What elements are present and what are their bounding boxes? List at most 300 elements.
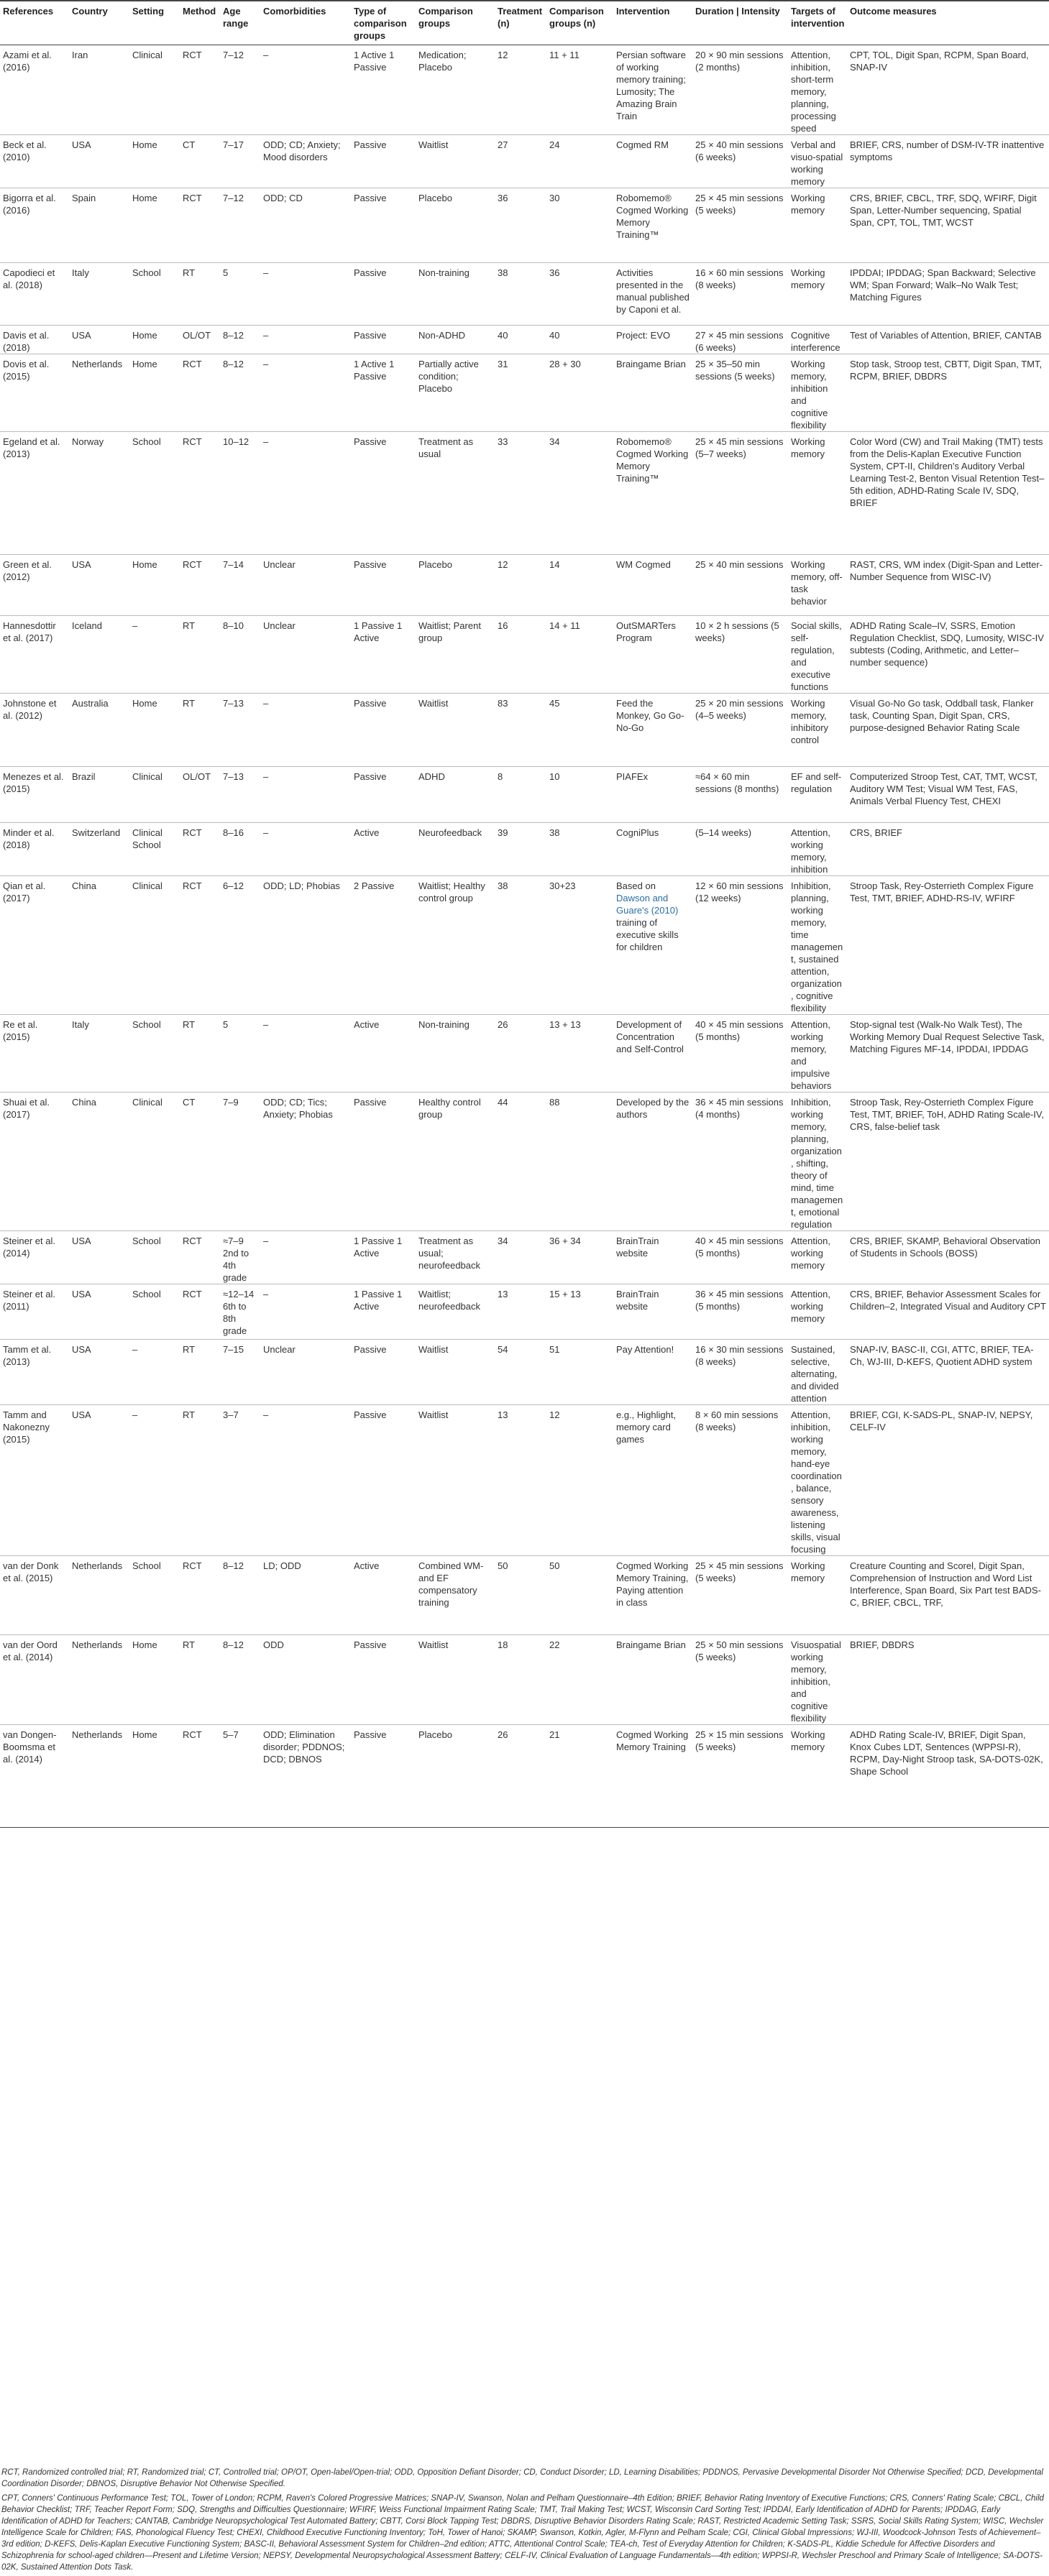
cell-age: 5	[223, 1019, 229, 1030]
cell-dur: 25 × 40 min sessions	[695, 559, 784, 570]
cell-method: RCT	[183, 1289, 202, 1300]
table-row	[0, 1284, 1049, 1340]
column-header: Comparison groups (n)	[546, 1, 613, 45]
column-header: Age range	[220, 1, 260, 45]
cell-age: 10–12	[223, 436, 249, 447]
table-row	[0, 45, 1049, 135]
cell-treat: 12	[498, 559, 508, 570]
cell-outcome: CRS, BRIEF, CBCL, TRF, SDQ, WFIRF, Digit Span, Letter-Number sequencing, Spatial Span, CPT, TOL, TMT, WCST	[850, 193, 1037, 228]
cell-outcome: Stop task, Stroop test, CBTT, Digit Span, TMT, RCPM, BRIEF, DBDRS	[850, 359, 1043, 382]
cell-interv: Cogmed Working Memory Training, Paying attention in class	[616, 1560, 689, 1608]
cell-targets: Attention, inhibition, working memory, hand-eye coordination, balance, sensory awareness, listening skills, visual focusing	[791, 1409, 842, 1555]
cell-outcome: CPT, TOL, Digit Span, RCPM, Span Board, SNAP-IV	[850, 50, 1029, 73]
cell-dur: 40 × 45 min sessions (5 months)	[695, 1019, 784, 1042]
cell-compn: 11 + 11	[549, 50, 580, 60]
cell-setting: Home	[132, 559, 157, 570]
cell-method: RCT	[183, 827, 202, 838]
cell-country: USA	[72, 559, 91, 570]
cell-comp: Combined WM- and EF compensatory training	[418, 1560, 484, 1608]
column-header: Outcome measures	[847, 1, 1049, 45]
cell-treat: 33	[498, 436, 508, 447]
cell-interv: Cogmed Working Memory Training	[616, 1729, 689, 1752]
cell-dur: 25 × 50 min sessions (5 weeks)	[695, 1639, 784, 1662]
cell-interv: OutSMARTers Program	[616, 620, 676, 643]
cell-treat: 16	[498, 620, 508, 631]
cell-age: 7–13	[223, 771, 244, 782]
column-header: Treatment (n)	[495, 1, 546, 45]
cell-targets: Attention, working memory	[791, 1236, 830, 1271]
cell-outcome: RAST, CRS, WM index (Digit-Span and Letter-Number Sequence from WISC-IV)	[850, 559, 1043, 582]
cell-dur: 8 × 60 min sessions (8 weeks)	[695, 1409, 779, 1432]
cell-comp: Treatment as usual; neurofeedback	[418, 1236, 481, 1271]
cell-comorb: ODD; CD; Anxiety; Mood disorders	[263, 139, 341, 162]
cell-treat: 18	[498, 1639, 508, 1650]
table-row	[0, 1405, 1049, 1556]
cell-outcome: BRIEF, CRS, number of DSM-IV-TR inattentive symptoms	[850, 139, 1045, 162]
cell-country: Netherlands	[72, 1639, 123, 1650]
column-header: Type of comparison groups	[351, 1, 416, 45]
citation-link[interactable]: Dawson and Guare's (2010)	[616, 893, 679, 916]
cell-age: 7–14	[223, 559, 244, 570]
cell-setting: Home	[132, 698, 157, 709]
cell-interv: Persian software of working memory training; Lumosity; The Amazing Brain Train	[616, 50, 686, 121]
cell-targets: Attention, working memory	[791, 1289, 830, 1324]
cell-type: Active	[354, 827, 380, 838]
cell-dur: 25 × 35–50 min sessions (5 weeks)	[695, 359, 775, 382]
cell-dur: 40 × 45 min sessions (5 months)	[695, 1236, 784, 1259]
cell-country: USA	[72, 1289, 91, 1300]
cell-setting: Home	[132, 359, 157, 369]
cell-method: RCT	[183, 1729, 202, 1740]
table-row	[0, 135, 1049, 188]
cell-comorb: Unclear	[263, 1344, 296, 1355]
cell-targets: Attention, inhibition, short-term memory, planning, processing speed	[791, 50, 836, 134]
cell-compn: 24	[549, 139, 560, 150]
cell-text: training of executive skills for children	[616, 917, 679, 952]
cell-dur: 25 × 15 min sessions (5 weeks)	[695, 1729, 784, 1752]
table-row	[0, 1231, 1049, 1284]
cell-treat: 44	[498, 1097, 508, 1108]
cell-country: Spain	[72, 193, 96, 203]
cell-interv: CogniPlus	[616, 827, 659, 838]
cell-country: Iran	[72, 50, 88, 60]
cell-dur: 36 × 45 min sessions (4 months)	[695, 1097, 784, 1120]
table-row	[0, 1340, 1049, 1405]
cell-dur: 25 × 40 min sessions (6 weeks)	[695, 139, 784, 162]
cell-targets: Working memory	[791, 267, 825, 290]
cell-targets: Working memory	[791, 193, 825, 216]
cell-ref: Steiner et al. (2014)	[3, 1236, 55, 1259]
cell-comorb: ODD; Elimination disorder; PDDNOS; DCD; DBNOS	[263, 1729, 345, 1765]
column-header: Country	[69, 1, 129, 45]
cell-age: 5–7	[223, 1729, 239, 1740]
cell-interv: WM Cogmed	[616, 559, 671, 570]
cell-ref: Hannesdottir et al. (2017)	[3, 620, 56, 643]
cell-method: CT	[183, 1097, 196, 1108]
cell-treat: 38	[498, 267, 508, 278]
cell-compn: 10	[549, 771, 560, 782]
cell-comp: Placebo	[418, 559, 452, 570]
cell-comp: Waitlist	[418, 1639, 449, 1650]
cell-age: ≈12–14 6th to 8th grade	[223, 1289, 255, 1336]
cell-compn: 14 + 11	[549, 620, 580, 631]
cell-method: RCT	[183, 436, 202, 447]
cell-comorb: –	[263, 1409, 269, 1420]
cell-ref: Bigorra et al. (2016)	[3, 193, 56, 216]
cell-ref: van Dongen-Boomsma et al. (2014)	[3, 1729, 57, 1765]
cell-interv: Development of Concentration and Self-Control	[616, 1019, 684, 1054]
cell-comp: Waitlist	[418, 1409, 449, 1420]
cell-treat: 34	[498, 1236, 508, 1246]
cell-interv: Braingame Brian	[616, 359, 686, 369]
cell-compn: 30	[549, 193, 560, 203]
cell-type: 1 Passive 1 Active	[354, 1236, 403, 1259]
footnote-abbreviations-design: RCT, Randomized controlled trial; RT, Randomized trial; CT, Controlled trial; OP/OT, Open-label/Open-trial; ODD, Opposition Defiant Disorder; CD, Conduct Disorder; LD, Learning Disabilities; PDDNOS, Pervasive Developmental Disorder Not Otherwise Specified; DCD, Developmental Coordination Disorder; DBNOS, Disruptive Behavior Not Otherwise Specified.	[1, 2468, 1043, 2488]
cell-type: 2 Passive	[354, 880, 395, 891]
cell-country: Italy	[72, 267, 89, 278]
cell-interv: Robomemo® Cogmed Working Memory Training™	[616, 193, 689, 240]
cell-compn: 34	[549, 436, 560, 447]
cell-type: Passive	[354, 436, 387, 447]
cell-targets: Inhibition, planning, working memory, time management, sustained attention, organization, cognitive flexibility	[791, 880, 843, 1013]
column-header: Comparison groups	[416, 1, 495, 45]
cell-age: 6–12	[223, 880, 244, 891]
cell-setting: Home	[132, 1729, 157, 1740]
cell-comorb: –	[263, 827, 269, 838]
cell-country: USA	[72, 1236, 91, 1246]
column-header: Setting	[129, 1, 180, 45]
cell-compn: 40	[549, 330, 560, 341]
column-header: References	[0, 1, 69, 45]
cell-targets: EF and self-regulation	[791, 771, 842, 794]
cell-method: OL/OT	[183, 771, 211, 782]
cell-targets: Cognitive interference	[791, 330, 840, 353]
cell-setting: School	[132, 267, 161, 278]
cell-type: Passive	[354, 1639, 387, 1650]
cell-type: Passive	[354, 559, 387, 570]
cell-compn: 88	[549, 1097, 560, 1108]
cell-method: RCT	[183, 50, 202, 60]
cell-outcome: ADHD Rating Scale–IV, SSRS, Emotion Regulation Checklist, SDQ, Lumosity, WISC-IV subtests (Coding, Arithmetic, and Letter–number sequence)	[850, 620, 1044, 668]
cell-dur: ≈64 × 60 min sessions (8 months)	[695, 771, 779, 794]
cell-comp: Medication; Placebo	[418, 50, 467, 73]
cell-compn: 12	[549, 1409, 560, 1420]
cell-setting: Clinical	[132, 771, 162, 782]
cell-type: Passive	[354, 1344, 387, 1355]
cell-treat: 83	[498, 698, 508, 709]
cell-comp: Non-ADHD	[418, 330, 466, 341]
cell-targets: Verbal and visuo-spatial working memory	[791, 139, 843, 187]
cell-treat: 8	[498, 771, 503, 782]
cell-interv: Pay Attention!	[616, 1344, 674, 1355]
cell-comp: Non-training	[418, 1019, 469, 1030]
cell-comp: Waitlist; Parent group	[418, 620, 481, 643]
cell-interv: Developed by the authors	[616, 1097, 690, 1120]
cell-age: 7–13	[223, 698, 244, 709]
table-row	[0, 767, 1049, 823]
table-row	[0, 1015, 1049, 1092]
column-header: Intervention	[613, 1, 692, 45]
column-header: Method	[180, 1, 220, 45]
table-row	[0, 326, 1049, 354]
cell-setting: Clinical	[132, 880, 162, 891]
cell-country: Netherlands	[72, 359, 123, 369]
cell-type: Active	[354, 1019, 380, 1030]
cell-dur: 25 × 45 min sessions (5 weeks)	[695, 193, 784, 216]
cell-method: RT	[183, 267, 196, 278]
cell-ref: Re et al. (2015)	[3, 1019, 38, 1042]
cell-country: USA	[72, 330, 91, 341]
cell-method: CT	[183, 139, 196, 150]
cell-ref: Menezes et al. (2015)	[3, 771, 64, 794]
cell-type: 1 Active 1 Passive	[354, 359, 395, 382]
cell-targets: Attention, working memory, inhibition	[791, 827, 830, 875]
column-header: Targets of intervention	[788, 1, 847, 45]
cell-method: RCT	[183, 359, 202, 369]
cell-comorb: –	[263, 436, 269, 447]
cell-type: Passive	[354, 698, 387, 709]
cell-treat: 26	[498, 1729, 508, 1740]
cell-compn: 28 + 30	[549, 359, 581, 369]
cell-setting: –	[132, 1409, 138, 1420]
cell-dur: (5–14 weeks)	[695, 827, 752, 838]
cell-comorb: –	[263, 50, 269, 60]
cell-age: 7–9	[223, 1097, 239, 1108]
cell-age: 8–12	[223, 1560, 244, 1571]
cell-comp: Neurofeedback	[418, 827, 482, 838]
cell-comp: Treatment as usual	[418, 436, 474, 459]
cell-targets: Social skills, self-regulation, and executive functions	[791, 620, 842, 692]
cell-setting: –	[132, 1344, 138, 1355]
cell-age: ≈7–9 2nd to 4th grade	[223, 1236, 249, 1283]
cell-type: Passive	[354, 1729, 387, 1740]
cell-compn: 15 + 13	[549, 1289, 581, 1300]
table-row	[0, 823, 1049, 876]
cell-type: Passive	[354, 193, 387, 203]
cell-type: Passive	[354, 267, 387, 278]
cell-outcome: Computerized Stroop Test, CAT, TMT, WCST, Auditory WM Test; Visual WM Test, FAS, Animals Verbal Fluency Test, CHEXI	[850, 771, 1037, 806]
cell-age: 7–17	[223, 139, 244, 150]
cell-country: USA	[72, 1344, 91, 1355]
cell-age: 3–7	[223, 1409, 239, 1420]
cell-method: RT	[183, 1409, 196, 1420]
cell-compn: 38	[549, 827, 560, 838]
cell-country: Australia	[72, 698, 109, 709]
cell-method: RCT	[183, 1236, 202, 1246]
cell-setting: School	[132, 1560, 161, 1571]
cell-country: China	[72, 1097, 96, 1108]
cell-ref: Green et al. (2012)	[3, 559, 52, 582]
cell-method: RCT	[183, 880, 202, 891]
cell-outcome: Test of Variables of Attention, BRIEF, CANTAB	[850, 330, 1042, 341]
cell-compn: 22	[549, 1639, 560, 1650]
cell-comorb: –	[263, 1019, 269, 1030]
cell-dur: 25 × 45 min sessions (5–7 weeks)	[695, 436, 784, 459]
table-row	[0, 876, 1049, 1015]
table-row	[0, 1092, 1049, 1231]
cell-outcome: CRS, BRIEF, Behavior Assessment Scales for Children–2, Integrated Visual and Auditory CPT	[850, 1289, 1046, 1312]
cell-age: 8–10	[223, 620, 244, 631]
table-row	[0, 1556, 1049, 1635]
cell-targets: Sustained, selective, alternating, and divided attention	[791, 1344, 839, 1404]
cell-country: USA	[72, 139, 91, 150]
cell-setting: Clinical School	[132, 827, 162, 850]
table-footnotes	[0, 2467, 1049, 2576]
cell-outcome: Stroop Task, Rey-Osterrieth Complex Figure Test, TMT, BRIEF, ToH, ADHD Rating Scale-IV, CRS, false-belief task	[850, 1097, 1044, 1132]
cell-setting: Home	[132, 1639, 157, 1650]
cell-country: China	[72, 880, 96, 891]
cell-ref: Dovis et al. (2015)	[3, 359, 50, 382]
cell-country: Netherlands	[72, 1560, 123, 1571]
cell-comp: Non-training	[418, 267, 469, 278]
cell-setting: –	[132, 620, 138, 631]
cell-comorb: –	[263, 359, 269, 369]
cell-dur: 25 × 45 min sessions (5 weeks)	[695, 1560, 784, 1583]
cell-age: 8–12	[223, 359, 244, 369]
cell-targets: Visuospatial working memory, inhibition, and cognitive flexibility	[791, 1639, 841, 1724]
cell-interv: PIAFEx	[616, 771, 649, 782]
cell-dur: 10 × 2 h sessions (5 weeks)	[695, 620, 779, 643]
cell-comorb: LD; ODD	[263, 1560, 301, 1571]
cell-country: Brazil	[72, 771, 96, 782]
cell-interv: Robomemo® Cogmed Working Memory Training™	[616, 436, 689, 484]
cell-compn: 45	[549, 698, 560, 709]
cell-interv: Cogmed RM	[616, 139, 669, 150]
cell-ref: van der Donk et al. (2015)	[3, 1560, 59, 1583]
table-header	[0, 1, 1049, 45]
cell-ref: Tamm et al. (2013)	[3, 1344, 52, 1367]
cell-treat: 40	[498, 330, 508, 341]
cell-method: RCT	[183, 193, 202, 203]
column-header: Duration | Intensity	[692, 1, 788, 45]
cell-setting: Home	[132, 193, 157, 203]
cell-ref: Qian et al. (2017)	[3, 880, 46, 903]
cell-age: 7–12	[223, 193, 244, 203]
cell-comorb: –	[263, 698, 269, 709]
table-row	[0, 1635, 1049, 1725]
cell-method: RT	[183, 1344, 196, 1355]
cell-targets: Attention, working memory, and impulsive behaviors	[791, 1019, 832, 1091]
cell-outcome: Stroop Task, Rey-Osterrieth Complex Figure Test, TMT, BRIEF, ADHD-RS-IV, WFIRF	[850, 880, 1034, 903]
cell-compn: 13 + 13	[549, 1019, 581, 1030]
cell-comorb: Unclear	[263, 620, 296, 631]
cell-comp: Waitlist; neurofeedback	[418, 1289, 481, 1312]
cell-country: Norway	[72, 436, 104, 447]
cell-comp: Partially active condition; Placebo	[418, 359, 479, 394]
cell-comp: Waitlist	[418, 139, 449, 150]
cell-age: 7–15	[223, 1344, 244, 1355]
cell-treat: 13	[498, 1289, 508, 1300]
cell-outcome: IPDDAI; IPDDAG; Span Backward; Selective WM; Span Forward; Walk–No Walk Test; Matching Figures	[850, 267, 1036, 303]
cell-ref: Davis et al. (2018)	[3, 330, 50, 353]
cell-country: Netherlands	[72, 1729, 123, 1740]
cell-treat: 12	[498, 50, 508, 60]
cell-method: OL/OT	[183, 330, 211, 341]
cell-method: RT	[183, 620, 196, 631]
column-header: Comorbidities	[260, 1, 351, 45]
cell-dur: 16 × 30 min sessions (8 weeks)	[695, 1344, 784, 1367]
cell-type: Passive	[354, 771, 387, 782]
cell-setting: Home	[132, 139, 157, 150]
cell-ref: Minder et al. (2018)	[3, 827, 55, 850]
cell-compn: 21	[549, 1729, 560, 1740]
table-row	[0, 694, 1049, 767]
cell-age: 8–16	[223, 827, 244, 838]
cell-targets: Working memory	[791, 1560, 825, 1583]
cell-interv: Activities presented in the manual published by Caponi et al.	[616, 267, 690, 315]
cell-age: 5	[223, 267, 229, 278]
cell-outcome: Creature Counting and Scorel, Digit Span, Comprehension of Instruction and Word List Interference, Span Board, Six Part test BADS-C, BRIEF, CBCL, TRF,	[850, 1560, 1041, 1608]
cell-comorb: Unclear	[263, 559, 296, 570]
cell-treat: 27	[498, 139, 508, 150]
cell-outcome: Color Word (CW) and Trail Making (TMT) tests from the Delis-Kaplan Executive Function System, CPT-II, Children's Auditory Verbal Learning Test-2, Benton Visual Retention Test–5th edition, ADHD-Rating Scale IV, SDQ, BRIEF	[850, 436, 1045, 508]
cell-comorb: –	[263, 1289, 269, 1300]
cell-outcome: Stop-signal test (Walk-No Walk Test), The Working Memory Dual Request Selective Task, Matching Figures MF-14, IPDDAI, IPDDAG	[850, 1019, 1045, 1054]
cell-comp: Waitlist; Healthy control group	[418, 880, 485, 903]
cell-comorb: –	[263, 330, 269, 341]
cell-comorb: –	[263, 771, 269, 782]
cell-dur: 20 × 90 min sessions (2 months)	[695, 50, 784, 73]
cell-interv	[613, 876, 692, 1015]
cell-setting: Clinical	[132, 1097, 162, 1108]
cell-type: Passive	[354, 1097, 387, 1108]
cell-outcome: BRIEF, DBDRS	[850, 1639, 915, 1650]
cell-comorb: –	[263, 267, 269, 278]
cell-interv: BrainTrain website	[616, 1289, 659, 1312]
cell-ref: Shuai et al. (2017)	[3, 1097, 50, 1120]
table-row	[0, 432, 1049, 555]
cell-age: 8–12	[223, 1639, 244, 1650]
cell-treat: 13	[498, 1409, 508, 1420]
cell-method: RT	[183, 698, 196, 709]
cell-outcome: Visual Go-No Go task, Oddball task, Flanker task, Counting Span, Digit Span, CRS, purpose-designed Behavior Rating Scale	[850, 698, 1034, 733]
cell-method: RT	[183, 1019, 196, 1030]
table-row	[0, 263, 1049, 326]
cell-type: Passive	[354, 330, 387, 341]
table-body	[0, 45, 1049, 1828]
cell-compn: 36 + 34	[549, 1236, 581, 1246]
cell-comp: Placebo	[418, 1729, 452, 1740]
cell-method: RCT	[183, 559, 202, 570]
cell-treat: 50	[498, 1560, 508, 1571]
cell-treat: 31	[498, 359, 508, 369]
cell-comorb: ODD; LD; Phobias	[263, 880, 340, 891]
cell-outcome: CRS, BRIEF, SKAMP, Behavioral Observation of Students in Schools (BOSS)	[850, 1236, 1040, 1259]
cell-targets: Working memory	[791, 1729, 825, 1752]
cell-type: 1 Active 1 Passive	[354, 50, 395, 73]
cell-dur: 12 × 60 min sessions (12 weeks)	[695, 880, 784, 903]
cell-method: RCT	[183, 1560, 202, 1571]
cell-type: Active	[354, 1560, 380, 1571]
cell-treat: 26	[498, 1019, 508, 1030]
cell-setting: School	[132, 1019, 161, 1030]
cell-compn: 50	[549, 1560, 560, 1571]
cell-treat: 39	[498, 827, 508, 838]
cell-country: Italy	[72, 1019, 89, 1030]
cell-ref: Steiner et al. (2011)	[3, 1289, 55, 1312]
cell-comorb: ODD; CD; Tics; Anxiety; Phobias	[263, 1097, 333, 1120]
cell-comorb: –	[263, 1236, 269, 1246]
cell-comp: Placebo	[418, 193, 452, 203]
cell-targets: Working memory, off-task behavior	[791, 559, 843, 607]
cell-ref: Johnstone et al. (2012)	[3, 698, 57, 721]
cell-comp: ADHD	[418, 771, 445, 782]
cell-type: 1 Passive 1 Active	[354, 1289, 403, 1312]
cell-ref: Capodieci et al. (2018)	[3, 267, 55, 290]
table-row	[0, 1725, 1049, 1828]
cell-type: Passive	[354, 139, 387, 150]
cell-text: Based on	[616, 880, 656, 891]
